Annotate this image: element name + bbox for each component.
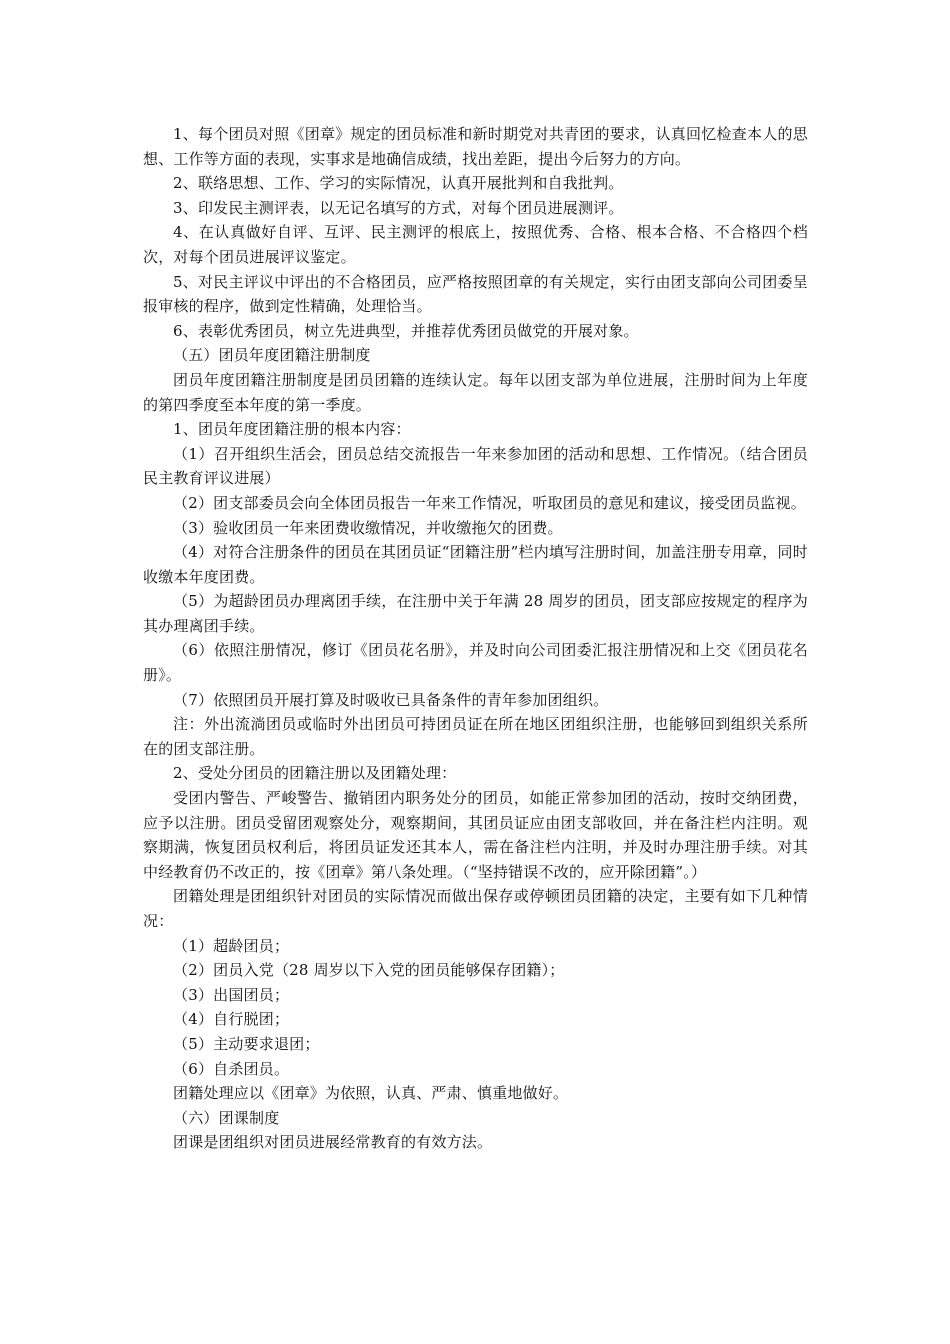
paragraph: 2、联络思想、工作、学习的实际情况，认真开展批判和自我批判。 [173, 174, 624, 193]
paragraph: 4、在认真做好自评、互评、民主测评的根底上，按照优秀、合格、根本合格、不合格四个档次，对每个团员进展评议鉴定。 [143, 223, 808, 266]
list-item: （4）自行脱团； [173, 1010, 290, 1029]
section-heading: （六）团课制度 [173, 1108, 280, 1127]
paragraph: 受团内警告、严峻警告、撤销团内职务处分的团员，如能正常参加团的活动，按时交纳团费，应予以注册。团员受留团观察处分，观察期间，其团员证应由团支部收回，并在备注栏内注明。观察期满，恢复团员权利后，将团员证发还其本人，需在备注栏内注明，并及时办理注册手续。对其中经教育仍不改正的，按《团章》第八条处理。（“坚持错误不改的，应开除团籍”。） [143, 789, 808, 881]
list-item: （3）验收团员一年来团费收缴情况，并收缴拖欠的团费。 [173, 518, 563, 537]
paragraph: 团籍处理应以《团章》为依照，认真、严肃、慎重地做好。 [173, 1084, 569, 1103]
list-item: （2）团支部委员会向全体团员报告一年来工作情况，听取团员的意见和建议，接受团员监视。 [173, 493, 806, 512]
list-item: （2）团员入党（28 周岁以下入党的团员能够保存团籍）； [173, 961, 565, 980]
paragraph: 团籍处理是团组织针对团员的实际情况而做出保存或停顿团员团籍的决定，主要有如下几种情况： [143, 887, 808, 930]
list-item: （7）依照团员开展打算及时吸收已具备条件的青年参加团组织。 [173, 690, 609, 709]
list-item: （3）出国团员； [173, 985, 290, 1004]
list-item: （6）自杀团员。 [173, 1059, 290, 1078]
paragraph: 1、团员年度团籍注册的根本内容： [173, 420, 411, 439]
list-item: （5）为超龄团员办理离团手续，在注册中关于年满 28 周岁的团员，团支部应按规定的程序为其办理离团手续。 [143, 592, 808, 635]
list-item: （1）超龄团员； [173, 936, 290, 955]
paragraph: 2、受处分团员的团籍注册以及团籍处理： [173, 764, 457, 783]
paragraph: 1、每个团员对照《团章》规定的团员标准和新时期党对共青团的要求，认真回忆检查本人的思想、工作等方面的表现，实事求是地确信成绩，找出差距，提出今后努力的方向。 [143, 125, 808, 168]
list-item: （1）召开组织生活会，团员总结交流报告一年来参加团的活动和思想、工作情况。（结合团员民主教育评议进展） [143, 444, 808, 488]
list-item: （6）依照注册情况，修订《团员花名册》，并及时向公司团委汇报注册情况和上交《团员花名册》。 [143, 641, 808, 685]
list-item: （4）对符合注册条件的团员在其团员证“团籍注册”栏内填写注册时间，加盖注册专用章，同时收缴本年度团费。 [143, 543, 808, 586]
paragraph: 3、印发民主测评表，以无记名填写的方式，对每个团员进展测评。 [173, 198, 624, 217]
document-body [143, 122, 808, 1155]
list-item: （5）主动要求退团； [173, 1034, 320, 1053]
note-paragraph: 注：外出流淌团员或临时外出团员可持团员证在所在地区团组织注册，也能够回到组织关系所在的团支部注册。 [143, 715, 808, 758]
paragraph: 6、表彰优秀团员，树立先进典型，并推荐优秀团员做党的开展对象。 [173, 321, 639, 340]
paragraph: 5、对民主评议中评出的不合格团员，应严格按照团章的有关规定，实行由团支部向公司团委呈报审核的程序，做到定性精确，处理恰当。 [143, 272, 808, 316]
section-heading: （五）团员年度团籍注册制度 [173, 346, 371, 365]
paragraph: 团员年度团籍注册制度是团员团籍的连续认定。每年以团支部为单位进展，注册时间为上年度的第四季度至本年度的第一季度。 [143, 370, 808, 414]
paragraph: 团课是团组织对团员进展经常教育的有效方法。 [173, 1133, 493, 1152]
